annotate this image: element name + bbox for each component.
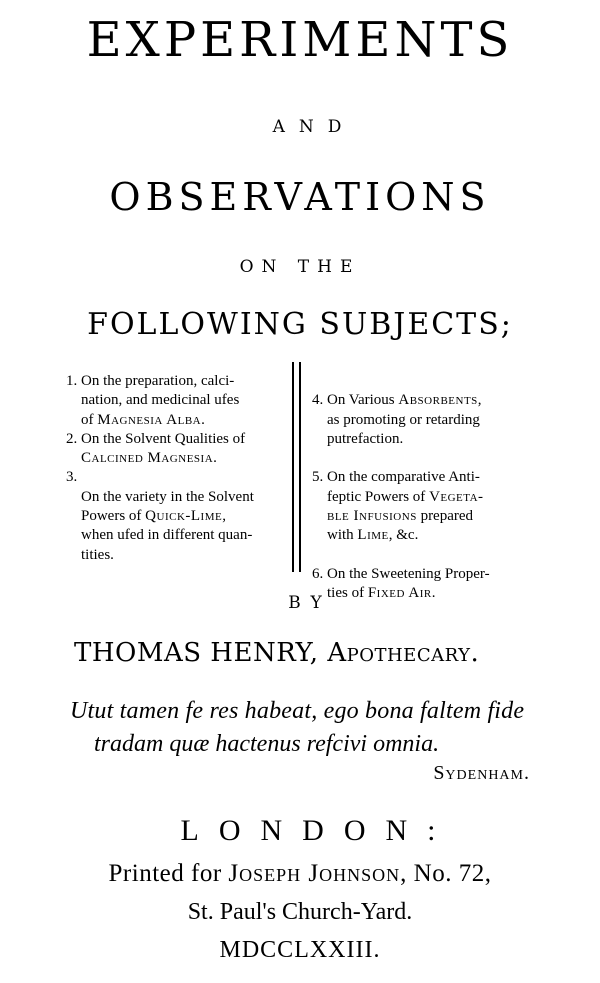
subject-text: On the Solvent Qualities of bbox=[81, 430, 246, 447]
imprint-printer-line bbox=[0, 858, 600, 890]
subject-text: prepared with bbox=[327, 508, 474, 544]
author-role: Apothecary bbox=[327, 638, 471, 668]
epigraph-attribution bbox=[433, 760, 530, 786]
author-name: THOMAS HENRY, bbox=[74, 638, 328, 668]
subject-text: . bbox=[201, 411, 205, 428]
subject-term: Absorbents bbox=[398, 392, 478, 409]
imprint-place: LONDON: bbox=[180, 814, 456, 847]
subject-number: 4. bbox=[312, 392, 324, 409]
title-observations: OBSERVATIONS bbox=[109, 175, 491, 219]
subject-term: Vegeta- ble Infusions bbox=[327, 488, 484, 525]
subject-text: , &c. bbox=[388, 527, 419, 544]
subject-term: Quick-Lime bbox=[145, 508, 223, 525]
imprint-number: , No. 72, bbox=[400, 860, 492, 887]
subject-term: Lime bbox=[357, 527, 389, 544]
subject-text: , as promoting or retarding putrefaction. bbox=[327, 392, 482, 447]
subject-text: . bbox=[431, 585, 436, 602]
epigraph-attribution-name: Sydenham bbox=[433, 762, 524, 784]
column-divider-rule bbox=[299, 362, 301, 572]
by-line: BY bbox=[288, 593, 332, 613]
subject-number: 6. bbox=[312, 565, 324, 582]
subject-item-3 bbox=[66, 468, 288, 564]
title-experiments: EXPERIMENTS bbox=[86, 12, 514, 68]
subject-text: . bbox=[213, 450, 217, 467]
epigraph-attribution-tail: . bbox=[524, 762, 530, 784]
title-following-subjects: FOLLOWING SUBJECTS; bbox=[87, 307, 513, 342]
subject-number: 1. bbox=[66, 373, 78, 389]
subject-text: On the variety in the Solvent bbox=[81, 488, 254, 505]
title-on-the: ON THE bbox=[239, 257, 361, 277]
subjects-left-column bbox=[66, 372, 288, 565]
imprint-year: MDCCLXXIII. bbox=[219, 937, 381, 963]
subject-item-1 bbox=[66, 372, 288, 430]
subject-text: On Various bbox=[327, 392, 399, 409]
epigraph-line-2: tradam quæ hactenus refcivi omnia. bbox=[94, 731, 440, 757]
subject-item-4 bbox=[312, 391, 540, 449]
subject-text: of bbox=[81, 411, 98, 428]
imprint-printer-name: Joseph Johnson bbox=[228, 860, 401, 887]
subjects-right-column bbox=[312, 372, 540, 623]
title-and: AND bbox=[272, 117, 356, 137]
subject-number: 3. bbox=[66, 469, 78, 486]
subject-item-5 bbox=[312, 468, 540, 545]
column-divider-rule bbox=[292, 362, 294, 572]
subject-term: Magnesia Alba bbox=[97, 411, 202, 428]
subject-text: Powers of bbox=[81, 508, 146, 525]
subject-text: On the preparation, calci- bbox=[81, 373, 235, 389]
subject-text: , when ufed in different quan- tities. bbox=[81, 508, 253, 563]
subjects-columns bbox=[66, 372, 542, 602]
subject-number: 5. bbox=[312, 469, 324, 486]
author-tail: . bbox=[470, 638, 480, 668]
subject-text: On the Sweetening Proper- ties of bbox=[327, 565, 490, 602]
subject-text: nation, and medicinal ufes bbox=[81, 392, 240, 409]
author-line bbox=[74, 636, 544, 670]
imprint-printed-for: Printed for bbox=[108, 860, 229, 887]
subject-number: 2. bbox=[66, 430, 78, 447]
subject-term: Calcined Magnesia bbox=[81, 450, 214, 467]
subject-text: On the comparative Anti- feptic Powers of bbox=[327, 469, 480, 505]
epigraph-line-1: Utut tamen fe res habeat, ego bona faltem fide bbox=[70, 698, 525, 724]
subject-item-2 bbox=[66, 430, 288, 469]
imprint-address: St. Paul's Church-Yard. bbox=[187, 899, 413, 925]
subject-term: Fixed Air bbox=[367, 585, 432, 602]
